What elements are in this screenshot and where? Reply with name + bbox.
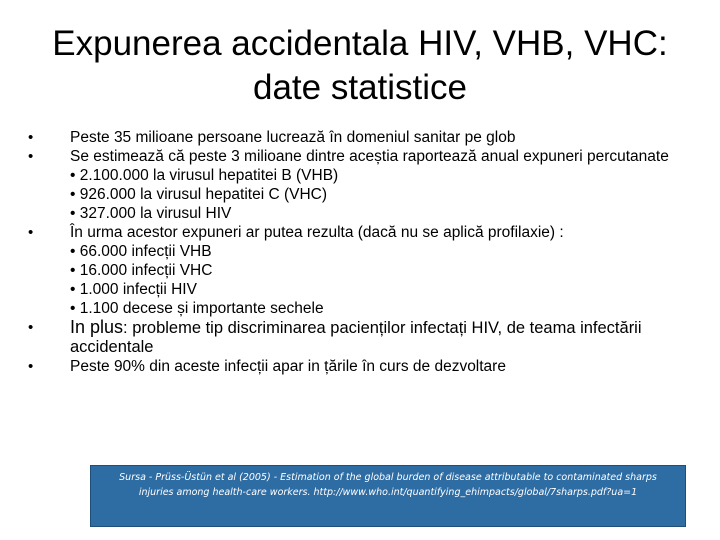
bullet-dot: • — [28, 319, 34, 336]
bullet-exposures — [28, 147, 708, 223]
bullet-text: Peste 90% din aceste infecții apar in țările în curs de dezvoltare — [70, 358, 506, 375]
bullet-text: În urma acestor expuneri ar putea rezulta (dacă nu se aplică profilaxie) : — [70, 224, 564, 241]
sub-item: • 926.000 la virusul hepatitei C (VHC) — [70, 186, 327, 203]
bullet-text: Se estimează că peste 3 milioane dintre aceștia raportează anual expuneri percutanate — [70, 148, 669, 165]
slide-title-line2: date statistice — [253, 68, 467, 107]
source-line2: injuries among health-care workers. http://www.who.int/quantifying_ehimpacts/global/7sharps.pdf?ua=1 — [138, 487, 638, 498]
bullet-rest: : probleme tip discriminarea pacienților infectați HIV, de teama infectării accidentale — [70, 319, 642, 356]
bullet-developing-countries — [28, 357, 708, 376]
bullet-dot: • — [28, 358, 34, 375]
bullet-text: Peste 35 milioane persoane lucrează în domeniul sanitar pe glob — [70, 129, 516, 146]
source-line1: Sursa - Prüss-Üstün et al (2005) - Estimation of the global burden of disease attributable to contaminated sharps — [119, 472, 657, 483]
sub-item: • 327.000 la virusul HIV — [70, 205, 232, 222]
bullet-consequences — [28, 223, 708, 318]
sub-item: • 16.000 infecții VHC — [70, 262, 213, 279]
sub-item: • 1.000 infecții HIV — [70, 281, 197, 298]
bullet-text — [70, 318, 708, 357]
source-box — [90, 465, 686, 527]
slide-title — [20, 22, 700, 110]
bullet-healthcare-workers — [28, 128, 708, 147]
bullet-lead: In plus — [70, 317, 124, 337]
bullet-list — [28, 128, 708, 376]
bullet-dot: • — [28, 224, 34, 241]
bullet-dot: • — [28, 129, 34, 146]
bullet-discrimination — [28, 318, 708, 357]
sub-item: • 1.100 decese și importante sechele — [70, 300, 324, 317]
slide-title-line1: Expunerea accidentala HIV, VHB, VHC: — [52, 24, 668, 63]
sub-item: • 66.000 infecții VHB — [70, 243, 212, 260]
sub-item: • 2.100.000 la virusul hepatitei B (VHB) — [70, 167, 339, 184]
bullet-dot: • — [28, 148, 34, 165]
